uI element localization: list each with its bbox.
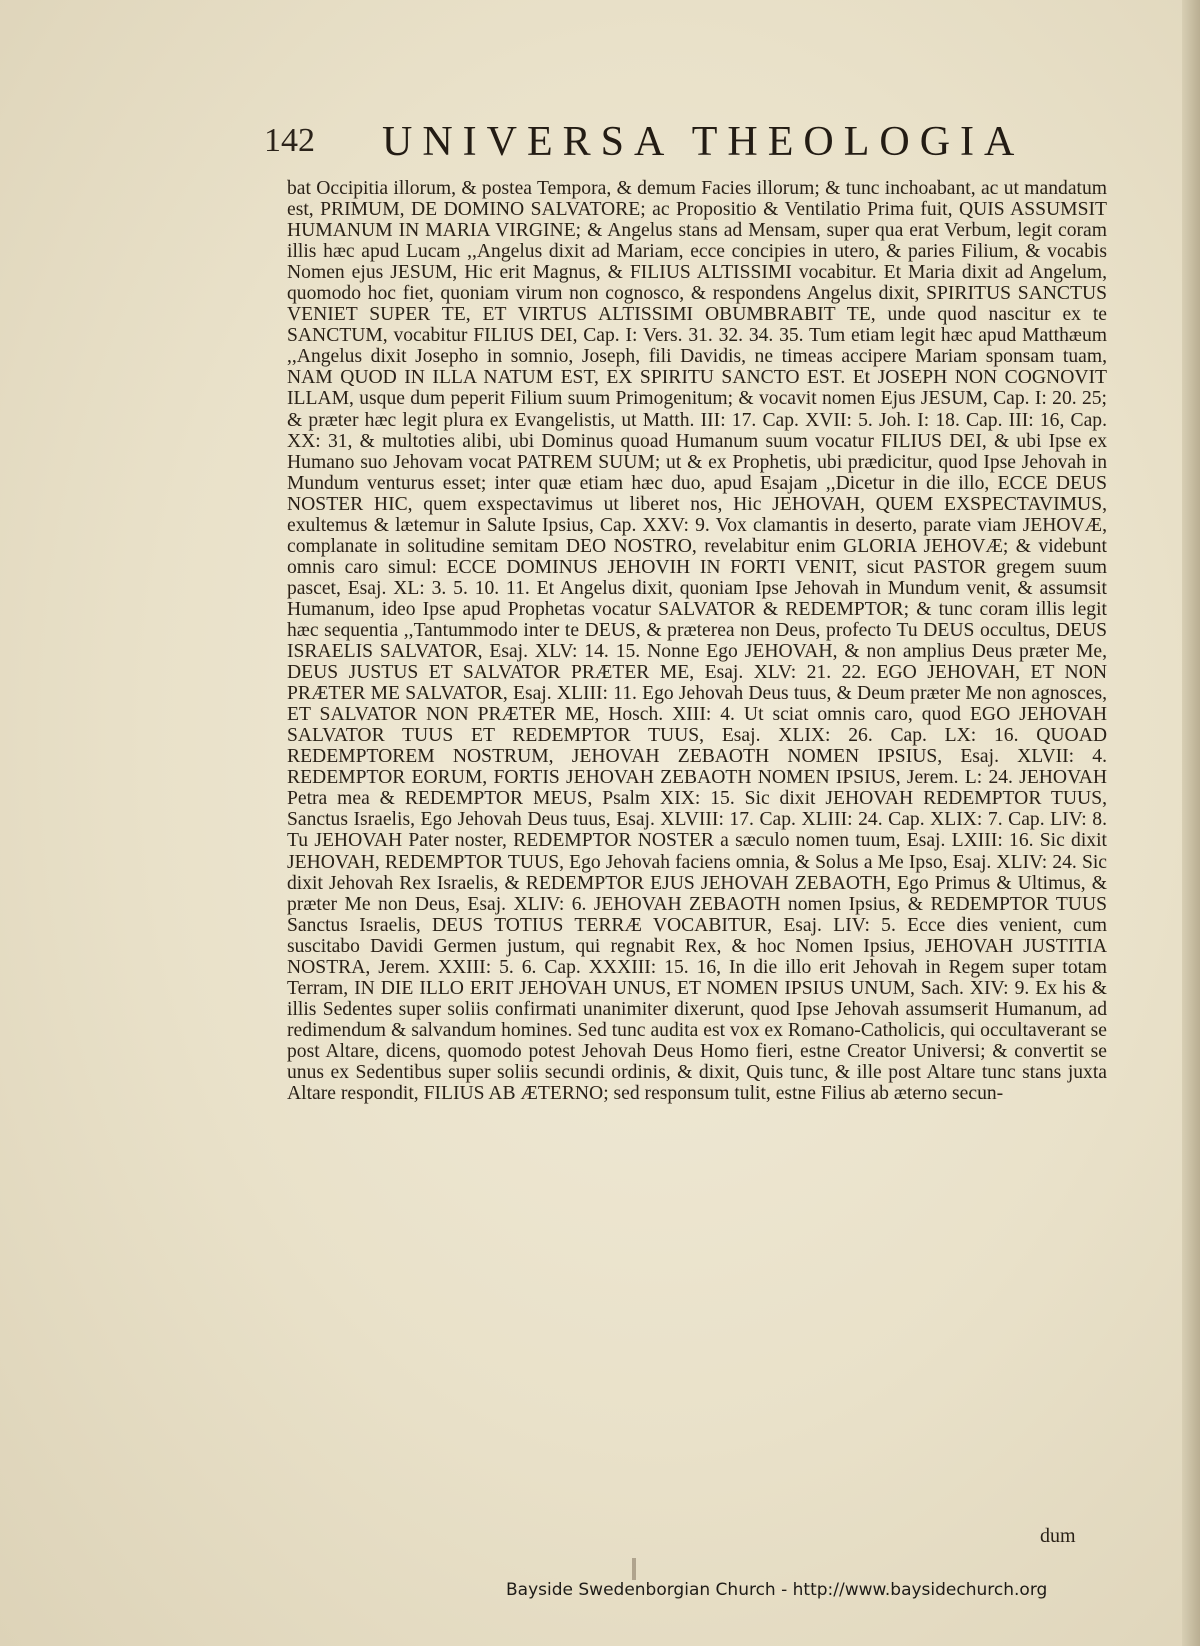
ink-mark [632, 1558, 636, 1580]
page-number: 142 [264, 122, 315, 159]
running-title: UNIVERSA THEOLOGIA [382, 119, 1025, 165]
body-text-block [287, 178, 1107, 1548]
catchword: dum [1040, 1525, 1076, 1547]
page-edge-shadow [1182, 0, 1200, 1646]
body-paragraph: bat Occipitia illorum, & postea Tempora, & demum Facies illorum; & tunc inchoabant, ac ut mandatum est, PRIMUM, DE DOMINO SALVATORE; ac Propositio & Ventilatio Prima fuit, QUIS ASSUMSIT HUMANUM IN MARIA VIRGINE; & Angelus stans ad Mensam, super qua erat Verbum, legit coram illis hæc apud Lucam ,,Angelus dixit ad Mariam, ecce concipies in utero, & paries Filium, & vocabis Nomen ejus JESUM, Hic erit Magnus, & FILIUS ALTISSIMI vocabitur. Et Maria dixit ad Angelum, quomodo hoc fiet, quoniam virum non cognosco, & respondens Angelus dixit, SPIRITUS SANCTUS VENIET SUPER TE, ET VIRTUS ALTISSIMI OBUMBRABIT TE, unde quod nascitur ex te SANCTUM, vocabitur FILIUS DEI, Cap. I: Vers. 31. 32. 34. 35. Tum etiam legit hæc apud Matthæum ,,Angelus dixit Josepho in somnio, Joseph, fili Davidis, ne timeas accipere Mariam sponsam tuam, NAM QUOD IN ILLA NATUM EST, EX SPIRITU SANCTO EST. Et JOSEPH NON COGNOVIT ILLAM, usque dum peperit Filium suum Primogenitum; & vocavit nomen Ejus JESUM, Cap. I: 20. 25; & præter hæc legit plura ex Evangelistis, ut Matth. III: 17. Cap. XVII: 5. Joh. I: 18. Cap. III: 16, Cap. XX: 31, & multoties alibi, ubi Dominus quoad Humanum suum vocatur FILIUS DEI, & ubi Ipse ex Humano suo Jehovam vocat PATREM SUUM; ut & ex Prophetis, ubi prædicitur, quod Ipse Jehovah in Mundum venturus esset; inter quæ etiam hæc duo, apud Esajam ,,Dicetur in die illo, ECCE DEUS NOSTER HIC, quem exspectavimus ut liberet nos, Hic JEHOVAH, QUEM EXSPECTAVIMUS, exultemus & lætemur in Salute Ipsius, Cap. XXV: 9. Vox clamantis in deserto, parate viam JEHOVÆ, complanate in solitudine semitam DEO NOSTRO, revelabitur enim GLORIA JEHOVÆ; & videbunt omnis caro simul: ECCE DOMINUS JEHOVIH IN FORTI VENIT, sicut PASTOR gregem suum pascet, Esaj. XL: 3. 5. 10. 11. Et Angelus dixit, quoniam Ipse Jehovah in Mundum venit, & assumsit Humanum, ideo Ipse apud Prophetas vocatur SALVATOR & REDEMPTOR; & tunc coram illis legit hæc sequentia ,,Tantummodo inter te DEUS, & præterea non Deus, profecto Tu DEUS occultus, DEUS ISRAELIS SALVATOR, Esaj. XLV: 14. 15. Nonne Ego JEHOVAH, & non amplius Deus præter Me, DEUS JUSTUS ET SALVATOR PRÆTER ME, Esaj. XLV: 21. 22. EGO JEHOVAH, ET NON PRÆTER ME SALVATOR, Esaj. XLIII: 11. Ego Jehovah Deus tuus, & Deum præter Me non agnosces, ET SALVATOR NON PRÆTER ME, Hosch. XIII: 4. Ut sciat omnis caro, quod EGO JEHOVAH SALVATOR TUUS ET REDEMPTOR TUUS, Esaj. XLIX: 26. Cap. LX: 16. QUOAD REDEMPTOREM NOSTRUM, JEHOVAH ZEBAOTH NOMEN IPSIUS, Esaj. XLVII: 4. REDEMPTOR EORUM, FORTIS JEHOVAH ZEBAOTH NOMEN IPSIUS, Jerem. L: 24. JEHOVAH Petra mea & REDEMPTOR MEUS, Psalm XIX: 15. Sic dixit JEHOVAH REDEMPTOR TUUS, Sanctus Israelis, Ego Jehovah Deus tuus, Esaj. XLVIII: 17. Cap. XLIII: 24. Cap. XLIX: 7. Cap. LIV: 8. Tu JEHOVAH Pater noster, REDEMPTOR NOSTER a sæculo nomen tuum, Esaj. LXIII: 16. Sic dixit JEHOVAH, REDEMPTOR TUUS, Ego Jehovah faciens omnia, & Solus a Me Ipso, Esaj. XLIV: 24. Sic dixit Jehovah Rex Israelis, & REDEMPTOR EJUS JEHOVAH ZEBAOTH, Ego Primus & Ultimus, & præter Me non Deus, Esaj. XLIV: 6. JEHOVAH ZEBAOTH nomen Ipsius, & REDEMPTOR TUUS Sanctus Israelis, DEUS TOTIUS TERRÆ VOCABITUR, Esaj. LIV: 5. Ecce dies venient, cum suscitabo Davidi Germen justum, qui regnabit Rex, & hoc Nomen Ipsius, JEHOVAH JUSTITIA NOSTRA, Jerem. XXIII: 5. 6. Cap. XXXIII: 15. 16, In die illo erit Jehovah in Regem super totam Terram, IN DIE ILLO ERIT JEHOVAH UNUS, ET NOMEN IPSIUS UNUM, Sach. XIV: 9. Ex his & illis Sedentes super soliis confirmati unanimiter dixerunt, quod Ipse Jehovah assumserit Humanum, ad redimendum & salvandum homines. Sed tunc audita est vox ex Romano-Catholicis, qui occultaverant se post Altare, dicens, quomodo potest Jehovah Deus Homo fieri, estne Creator Universi; & convertit se unus ex Sedentibus super soliis secundi ordinis, & dixit, Quis tunc, & ille post Altare tunc stans juxta Altare respondit, FILIUS AB ÆTERNO; sed responsum tulit, estne Filius ab æterno secun- [287, 178, 1107, 1105]
footer-attribution: Bayside Swedenborgian Church - http://www.baysidechurch.org [506, 1580, 1048, 1600]
page-header [264, 118, 1104, 168]
